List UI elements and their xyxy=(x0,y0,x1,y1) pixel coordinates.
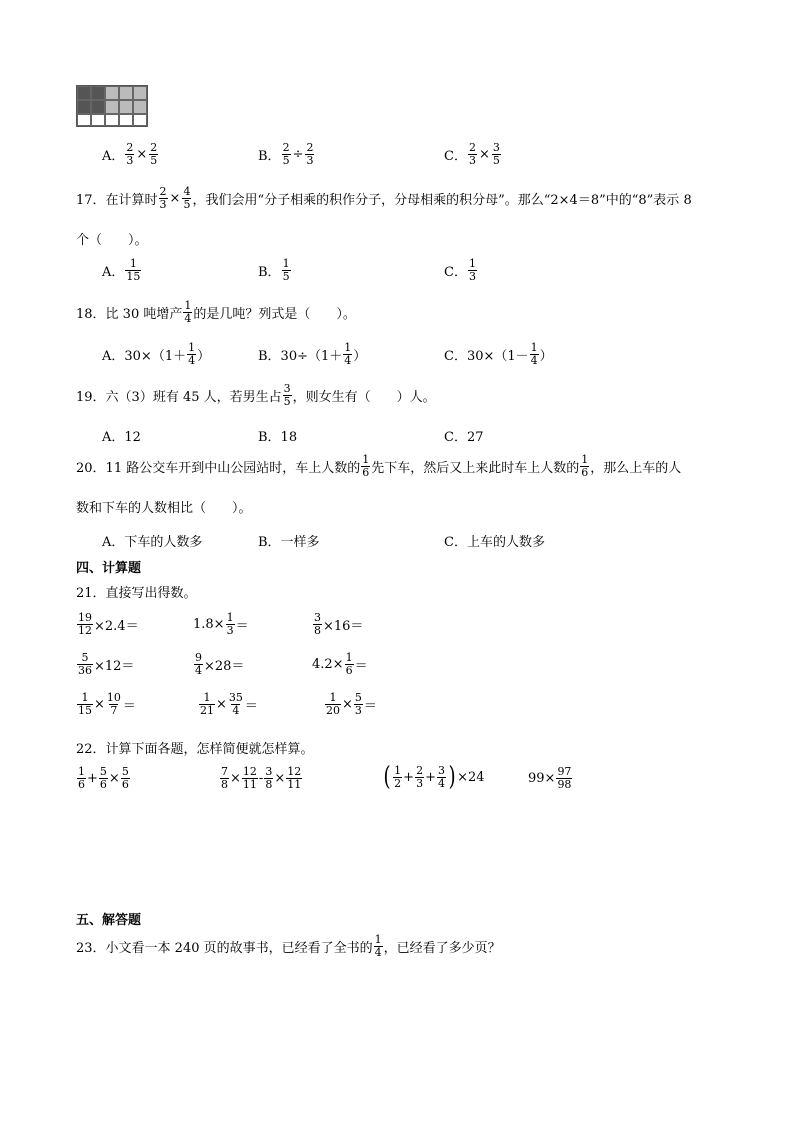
denominator: 98 xyxy=(557,778,572,791)
text-fragment: 99× xyxy=(528,771,556,786)
denominator: 21 xyxy=(200,704,214,717)
q21-item xyxy=(312,652,368,677)
q21-item xyxy=(76,612,139,637)
fraction xyxy=(77,652,93,677)
fraction xyxy=(121,766,130,791)
option-label: A． xyxy=(102,149,125,164)
numerator: 1 xyxy=(78,765,85,778)
fraction xyxy=(77,692,93,717)
operator: ÷ xyxy=(292,147,304,162)
numerator: 3 xyxy=(314,611,321,624)
numerator: 1 xyxy=(329,691,337,704)
fraction xyxy=(556,766,572,791)
text-fragment: C．30×（1－ xyxy=(444,349,529,364)
q20-option-b[interactable]: B．一样多 xyxy=(258,535,320,550)
denominator: 4 xyxy=(232,704,240,717)
denominator: 3 xyxy=(306,154,314,167)
numerator: 5 xyxy=(81,651,89,664)
denominator: 8 xyxy=(221,778,228,791)
grid-cell-empty xyxy=(133,114,147,126)
q21-item xyxy=(76,692,136,717)
denominator: 5 xyxy=(282,154,290,167)
denominator: 5 xyxy=(492,154,500,167)
numerator: 2 xyxy=(126,141,134,154)
numerator: 1 xyxy=(226,611,234,624)
grid-cell-gray xyxy=(133,86,147,100)
operator: × xyxy=(478,147,490,162)
fraction xyxy=(264,766,273,791)
numerator: 5 xyxy=(121,765,129,778)
numerator: 1 xyxy=(394,763,402,777)
fraction xyxy=(187,342,196,367)
denominator: 4 xyxy=(195,664,202,677)
text-fragment: ，已经看了多少页？ xyxy=(383,941,501,956)
text-fragment: ＝ xyxy=(122,699,136,714)
numerator: 2 xyxy=(159,185,167,198)
numerator: 1 xyxy=(282,257,290,270)
denominator: 20 xyxy=(326,704,340,717)
fraction xyxy=(468,258,477,283)
denominator: 36 xyxy=(78,664,92,677)
text-fragment: ＝ xyxy=(244,699,258,714)
numerator: 12 xyxy=(242,765,257,778)
q20-option-a[interactable]: A．下车的人数多 xyxy=(102,535,203,550)
denominator: 4 xyxy=(530,354,538,367)
numerator: 97 xyxy=(557,765,572,778)
fraction xyxy=(361,454,370,479)
denominator: 3 xyxy=(226,624,234,637)
fraction xyxy=(183,300,192,325)
q22-expression-4 xyxy=(528,766,573,791)
text-fragment: 4.2× xyxy=(312,657,344,672)
text-fragment: ） xyxy=(197,349,211,364)
denominator: 8 xyxy=(265,778,273,791)
denominator: 3 xyxy=(416,776,424,790)
grid-cell-gray xyxy=(105,100,119,114)
fraction xyxy=(492,142,501,167)
option-label: C． xyxy=(444,149,467,164)
fraction xyxy=(283,383,292,408)
denominator: 15 xyxy=(78,704,92,717)
section-heading-word-problems: 五、解答题 xyxy=(76,913,142,928)
q20-stem-line2: 数和下车的人数相比（ ）。 xyxy=(76,501,252,516)
fraction xyxy=(345,652,354,677)
fraction xyxy=(325,692,341,717)
q18-stem xyxy=(76,300,356,325)
numerator: 7 xyxy=(221,765,228,778)
fraction xyxy=(286,766,302,791)
fraction xyxy=(220,766,229,791)
numerator: 1 xyxy=(81,691,89,704)
text-fragment: ＝ xyxy=(235,619,249,634)
fraction xyxy=(159,186,168,211)
q21-title: 21．直接写出得数。 xyxy=(76,586,197,601)
fraction xyxy=(77,612,93,637)
denominator: 5 xyxy=(282,270,290,283)
numerator: 19 xyxy=(78,611,92,624)
q18-option-b[interactable] xyxy=(258,342,366,367)
q21-item xyxy=(193,652,244,677)
q22-expression-1 xyxy=(76,766,131,791)
denominator: 6 xyxy=(78,778,85,791)
fraction xyxy=(415,765,424,790)
fraction-grid-figure xyxy=(76,85,148,127)
text-fragment: × xyxy=(230,771,241,786)
fraction xyxy=(530,342,539,367)
text-fragment: ( xyxy=(383,762,391,792)
numerator: 1 xyxy=(203,691,211,704)
fraction xyxy=(282,258,291,283)
text-fragment: A．30×（1＋ xyxy=(102,349,187,364)
denominator: 2 xyxy=(394,776,402,790)
grid-cell-empty xyxy=(119,114,133,126)
fraction xyxy=(226,612,235,637)
numerator: 35 xyxy=(228,691,243,704)
fraction xyxy=(228,692,244,717)
text-fragment: ） xyxy=(539,349,553,364)
q17-option-a[interactable] xyxy=(102,258,142,283)
numerator: 1 xyxy=(184,299,192,312)
denominator: 6 xyxy=(99,778,107,791)
fraction xyxy=(99,766,108,791)
grid-cell-empty xyxy=(91,114,105,126)
text-fragment: ×28＝ xyxy=(204,659,245,674)
fraction xyxy=(149,142,158,167)
numerator: 9 xyxy=(195,651,202,664)
fraction xyxy=(313,612,322,637)
text-fragment: - xyxy=(258,771,264,786)
fraction xyxy=(242,766,258,791)
denominator: 4 xyxy=(344,354,352,367)
q16-option-c[interactable] xyxy=(444,142,502,167)
text-fragment: ，那么上车的人 xyxy=(590,461,682,476)
denominator: 6 xyxy=(345,664,353,677)
text-fragment: 的是几吨？列式是（ ）。 xyxy=(193,307,356,322)
fraction xyxy=(354,692,363,717)
q17-option-b[interactable] xyxy=(258,258,292,283)
numerator: 3 xyxy=(437,763,445,777)
text-fragment: × xyxy=(274,771,286,786)
fraction xyxy=(199,692,215,717)
numerator: 3 xyxy=(492,141,500,154)
grid-cell-gray xyxy=(119,86,133,100)
numerator: 1 xyxy=(188,341,196,354)
fraction xyxy=(305,142,314,167)
numerator: 2 xyxy=(150,141,158,154)
q23-stem xyxy=(76,934,501,959)
text-fragment: ，则女生有（ ）人。 xyxy=(292,390,436,405)
denominator: 15 xyxy=(126,270,141,283)
text-fragment: + xyxy=(403,769,415,785)
fraction xyxy=(437,765,446,790)
fraction xyxy=(393,765,402,790)
text-fragment: ＝ xyxy=(354,659,368,674)
text-fragment: ） xyxy=(353,349,367,364)
fraction xyxy=(125,258,141,283)
q16-option-a[interactable] xyxy=(102,142,159,167)
numerator: 1 xyxy=(374,933,382,946)
section-heading-calculation: 四、计算题 xyxy=(76,561,142,576)
numerator: 1 xyxy=(468,257,476,270)
text-fragment: 18．比 30 吨增产 xyxy=(76,307,183,322)
grid-cell-dark xyxy=(77,86,91,100)
q22-title: 22．计算下面各题，怎样简便就怎样算。 xyxy=(76,742,314,757)
text-fragment: 1.8× xyxy=(193,617,225,632)
numerator: 12 xyxy=(287,765,302,778)
numerator: 2 xyxy=(416,763,424,777)
q18-option-c[interactable] xyxy=(444,342,553,367)
text-fragment: ＝ xyxy=(363,699,377,714)
text-fragment: ) xyxy=(448,762,456,792)
denominator: 7 xyxy=(110,704,118,717)
denominator: 4 xyxy=(184,312,192,325)
q18-option-a[interactable] xyxy=(102,342,210,367)
q19-stem xyxy=(76,383,436,408)
numerator: 3 xyxy=(283,382,291,395)
grid-cell-dark xyxy=(91,100,105,114)
fraction xyxy=(374,934,383,959)
numerator: 1 xyxy=(129,257,137,270)
q19-option-a[interactable]: A．12 xyxy=(102,430,141,445)
q17-stem-line2: 个（ ）。 xyxy=(76,233,148,248)
denominator: 6 xyxy=(121,778,129,791)
grid-cell-dark xyxy=(91,86,105,100)
q16-option-b[interactable] xyxy=(258,142,315,167)
text-fragment: ×16＝ xyxy=(323,619,364,634)
numerator: 2 xyxy=(306,141,314,154)
operator: × xyxy=(136,147,148,162)
text-fragment: B．30÷（1＋ xyxy=(258,349,343,364)
denominator: 6 xyxy=(581,466,589,479)
q22-expression-3 xyxy=(382,764,485,790)
denominator: 3 xyxy=(159,198,167,211)
denominator: 8 xyxy=(314,624,321,637)
numerator: 1 xyxy=(362,453,370,466)
text-fragment: + xyxy=(425,769,436,785)
numerator: 2 xyxy=(468,141,476,154)
denominator: 11 xyxy=(287,778,302,791)
numerator: 1 xyxy=(345,651,353,664)
q19-option-b[interactable]: B．18 xyxy=(258,430,298,445)
text-fragment: × xyxy=(108,771,120,786)
text-fragment: ×12＝ xyxy=(94,659,135,674)
q21-item xyxy=(324,692,377,717)
fraction xyxy=(77,766,86,791)
numerator: 1 xyxy=(530,341,538,354)
numerator: 1 xyxy=(581,453,589,466)
denominator: 6 xyxy=(362,466,370,479)
grid-cell-empty xyxy=(77,114,91,126)
denominator: 5 xyxy=(150,154,158,167)
fraction xyxy=(282,142,291,167)
q17-option-c[interactable] xyxy=(444,258,478,283)
text-fragment: 17．在计算时 xyxy=(76,193,158,208)
denominator: 3 xyxy=(354,704,362,717)
q19-option-c[interactable]: C．27 xyxy=(444,430,484,445)
text-fragment: C． xyxy=(444,265,467,280)
numerator: 5 xyxy=(99,765,107,778)
text-fragment: 19．六（3）班有 45 人，若男生占 xyxy=(76,390,282,405)
numerator: 10 xyxy=(106,691,121,704)
q20-stem xyxy=(76,454,681,479)
fraction xyxy=(125,142,134,167)
denominator: 5 xyxy=(283,395,291,408)
fraction xyxy=(468,142,477,167)
text-fragment: ×2.4＝ xyxy=(94,619,139,634)
text-fragment: × xyxy=(342,697,353,712)
denominator: 4 xyxy=(437,776,445,790)
grid-cell-gray xyxy=(119,100,133,114)
fraction xyxy=(194,652,203,677)
text-fragment: 先下车，然后又上来此时车上人数的 xyxy=(371,461,580,476)
q22-expression-2 xyxy=(219,766,303,791)
denominator: 4 xyxy=(374,946,382,959)
numerator: 4 xyxy=(183,185,191,198)
denominator: 3 xyxy=(126,154,134,167)
denominator: 3 xyxy=(468,154,476,167)
grid-cell-dark xyxy=(77,100,91,114)
grid-cell-gray xyxy=(133,100,147,114)
numerator: 2 xyxy=(282,141,290,154)
option-label: B． xyxy=(258,149,281,164)
text-fragment: + xyxy=(87,771,98,786)
fraction xyxy=(106,692,122,717)
numerator: 5 xyxy=(354,691,362,704)
denominator: 12 xyxy=(78,624,92,637)
text-fragment: 20．11 路公交车开到中山公园站时，车上人数的 xyxy=(76,461,361,476)
fraction xyxy=(343,342,352,367)
fraction xyxy=(182,186,191,211)
numerator: 3 xyxy=(265,765,273,778)
denominator: 4 xyxy=(188,354,196,367)
q21-item xyxy=(76,652,134,677)
grid-cell-empty xyxy=(105,114,119,126)
q21-item xyxy=(198,692,258,717)
text-fragment: 23．小文看一本 240 页的故事书，已经看了全书的 xyxy=(76,941,373,956)
q20-option-c[interactable]: C．上车的人数多 xyxy=(444,535,545,550)
text-fragment: ，我们会用“分子相乘的积作分子，分母相乘的积分母”。那么“2×4＝8”中的“8”表示 8 xyxy=(192,193,692,208)
text-fragment: ×24 xyxy=(457,769,485,785)
text-fragment: A． xyxy=(102,265,125,280)
text-fragment: × xyxy=(169,191,181,206)
q21-item xyxy=(193,612,249,637)
text-fragment: B． xyxy=(258,265,281,280)
denominator: 3 xyxy=(468,270,476,283)
text-fragment: × xyxy=(94,697,105,712)
numerator: 1 xyxy=(344,341,352,354)
denominator: 11 xyxy=(242,778,257,791)
q21-item xyxy=(312,612,363,637)
fraction xyxy=(580,454,589,479)
grid-cell-gray xyxy=(105,86,119,100)
text-fragment: × xyxy=(216,697,227,712)
q17-stem xyxy=(76,186,692,211)
denominator: 5 xyxy=(183,198,191,211)
